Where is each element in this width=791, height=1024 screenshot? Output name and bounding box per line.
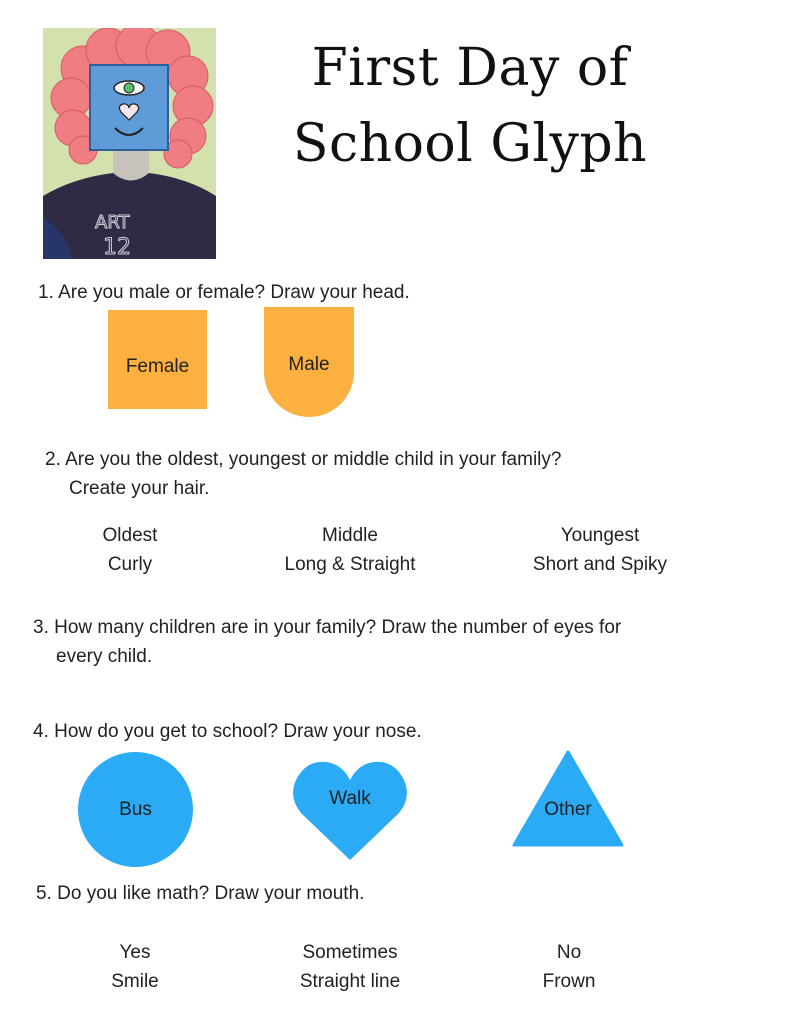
option-yes-detail: Smile (111, 971, 159, 992)
page-title-line2: School Glyph (292, 114, 648, 174)
walk-heart-shape (290, 758, 410, 862)
question-4-number: 4. (33, 721, 49, 742)
option-oldest-detail: Curly (107, 554, 153, 575)
question-2-text-line2: Create your hair. (69, 478, 210, 499)
question-4 (33, 721, 422, 743)
male-label: Male (288, 354, 330, 375)
question-5 (36, 883, 364, 905)
question-2 (45, 449, 561, 471)
glyph-drawing-image (43, 28, 216, 259)
question-1-text: Are you male or female? Draw your head. (58, 282, 410, 303)
shirt-text-line2: 12 (103, 235, 131, 259)
other-label: Other (544, 799, 592, 820)
option-youngest-detail: Short and Spiky (532, 554, 668, 575)
question-3-text-line1: How many children are in your family? Draw the number of eyes for (54, 617, 622, 638)
option-sometimes-label: Sometimes (302, 942, 398, 963)
question-4-text: How do you get to school? Draw your nose. (54, 721, 422, 742)
bus-label: Bus (119, 799, 152, 820)
question-2-number: 2. (45, 449, 61, 470)
option-youngest-label: Youngest (560, 525, 640, 546)
option-middle-detail: Long & Straight (284, 554, 416, 575)
option-sometimes-detail: Straight line (299, 971, 401, 992)
question-5-number: 5. (36, 883, 52, 904)
option-oldest-label: Oldest (102, 525, 158, 546)
option-yes-label: Yes (119, 942, 151, 963)
shirt-text-line1: ART (95, 212, 130, 233)
female-label: Female (125, 356, 190, 377)
page-title-line1: First Day of (311, 38, 629, 98)
option-no-label: No (556, 942, 582, 963)
question-3-text-line2: every child. (56, 646, 153, 667)
question-2-text-line1: Are you the oldest, youngest or middle child in your family? (65, 449, 562, 470)
walk-label: Walk (329, 788, 371, 809)
question-5-text: Do you like math? Draw your mouth. (57, 883, 365, 904)
question-1 (38, 282, 410, 304)
question-1-number: 1. (38, 282, 54, 303)
question-3 (33, 617, 621, 639)
option-no-detail: Frown (542, 971, 596, 992)
option-middle-label: Middle (322, 525, 378, 546)
question-3-number: 3. (33, 617, 49, 638)
